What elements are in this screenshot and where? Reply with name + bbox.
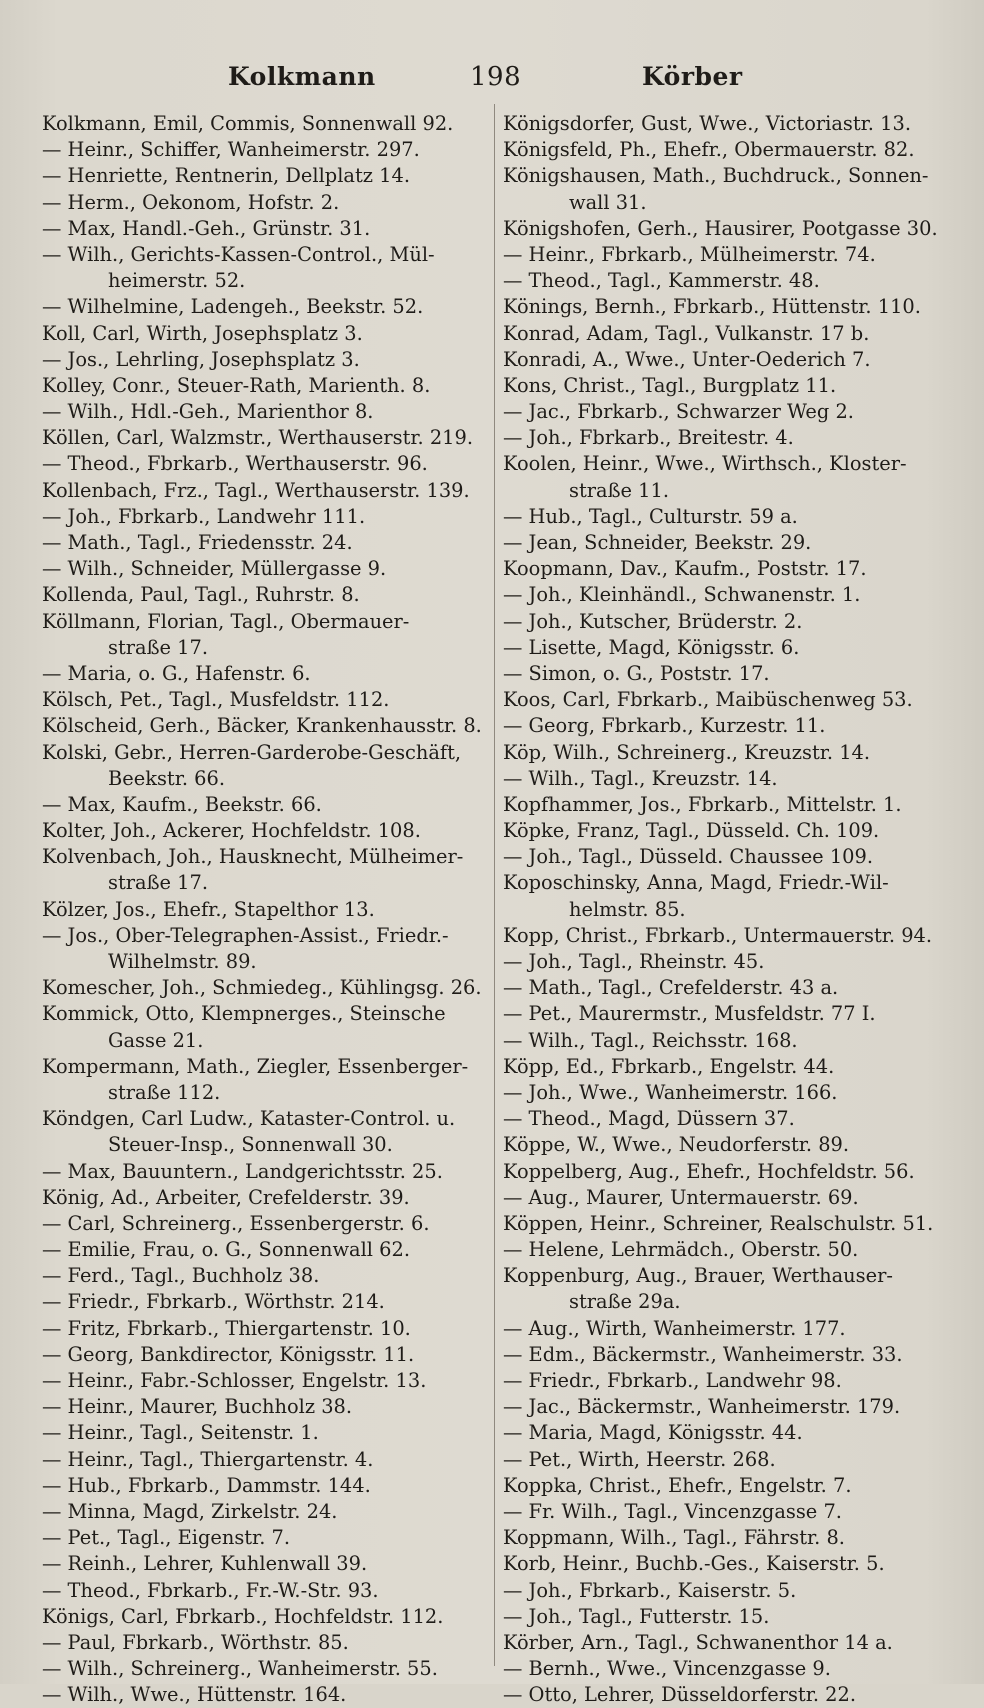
directory-entry: — Jos., Ober-Telegraphen-Assist., Friedr.- [42,923,449,947]
directory-entry: Köllen, Carl, Walzmstr., Werthauserstr. 219. [42,426,474,450]
column-divider [494,104,495,1666]
directory-entry: Köppen, Heinr., Schreiner, Realschulstr. 51. [503,1211,934,1235]
directory-entry: — Wilhelmine, Ladengeh., Beekstr. 52. [42,295,424,319]
directory-entry: — Joh., Fbrkarb., Landwehr 111. [42,504,366,528]
entry-continuation: heimerstr. 52. [108,269,246,293]
directory-entry: — Herm., Oekonom, Hofstr. 2. [42,190,340,214]
directory-entry: Kollenbach, Frz., Tagl., Werthauserstr. 139. [42,478,470,502]
directory-entry: Komescher, Joh., Schmiedeg., Kühlingsg. 26. [42,976,482,1000]
directory-entry: — Otto, Lehrer, Düsseldorferstr. 22. [503,1683,857,1707]
directory-entry: — Edm., Bäckermstr., Wanheimerstr. 33. [503,1342,903,1366]
directory-entry: — Joh., Fbrkarb., Kaiserstr. 5. [503,1578,797,1602]
directory-entry: — Bernh., Wwe., Vincenzgasse 9. [503,1657,831,1681]
directory-entry: — Heinr., Fabr.-Schlosser, Engelstr. 13. [42,1369,427,1392]
directory-entry: — Wilh., Wwe., Hüttenstr. 164. [42,1683,347,1707]
directory-entry: — Henriette, Rentnerin, Dellplatz 14. [42,164,410,188]
directory-entry: — Heinr., Tagl., Thiergartenstr. 4. [42,1447,374,1471]
directory-entry: — Georg, Bankdirector, Königsstr. 11. [42,1342,415,1366]
directory-entry: — Wilh., Schreinerg., Wanheimerstr. 55. [42,1657,438,1681]
directory-entry: — Friedr., Fbrkarb., Landwehr 98. [503,1369,842,1392]
directory-entry: Kons, Christ., Tagl., Burgplatz 11. [503,373,837,397]
directory-entry: — Lisette, Magd, Königsstr. 6. [503,635,800,659]
directory-entry: — Wilh., Tagl., Kreuzstr. 14. [503,766,778,790]
directory-entry: — Theod., Fbrkarb., Werthauserstr. 96. [42,452,428,476]
entry-continuation: Beekstr. 66. [108,766,225,790]
directory-entry: — Joh., Tagl., Futterstr. 15. [503,1604,770,1628]
directory-entry: Kolkmann, Emil, Commis, Sonnenwall 92. [42,112,454,135]
directory-entry: Konrad, Adam, Tagl., Vulkanstr. 17 b. [503,321,870,345]
directory-entry: — Wilh., Hdl.-Geh., Marienthor 8. [42,400,374,424]
directory-entry: — Heinr., Fbrkarb., Mülheimerstr. 74. [503,242,876,266]
directory-entry: Kölzer, Jos., Ehefr., Stapelthor 13. [42,897,375,921]
directory-entry: Koll, Carl, Wirth, Josephsplatz 3. [42,321,363,345]
directory-entry: Köndgen, Carl Ludw., Kataster-Control. u. [42,1107,456,1131]
directory-entry: — Aug., Maurer, Untermauerstr. 69. [503,1185,859,1209]
directory-entry: Kommick, Otto, Klempnerges., Steinsche [42,1002,446,1026]
page-number: 198 [470,62,522,92]
directory-entry: Kollenda, Paul, Tagl., Ruhrstr. 8. [42,583,360,607]
directory-entry: Könings, Bernh., Fbrkarb., Hüttenstr. 110. [503,295,921,319]
entry-continuation: helmstr. 85. [569,897,686,921]
directory-entry: Köppe, W., Wwe., Neudorferstr. 89. [503,1133,850,1157]
directory-entry: Kolley, Conr., Steuer-Rath, Marienth. 8. [42,373,431,397]
directory-entry: — Jos., Lehrling, Josephsplatz 3. [42,347,360,371]
entry-continuation: straße 29a. [569,1290,681,1314]
directory-entry: — Emilie, Frau, o. G., Sonnenwall 62. [42,1238,411,1262]
directory-entry: Koppmann, Wilh., Tagl., Fährstr. 8. [503,1526,845,1550]
directory-entry: — Aug., Wirth, Wanheimerstr. 177. [503,1316,846,1340]
directory-entry: — Georg, Fbrkarb., Kurzestr. 11. [503,714,826,738]
directory-entry: Königs, Carl, Fbrkarb., Hochfeldstr. 112. [42,1604,444,1628]
directory-entry: Koppelberg, Aug., Ehefr., Hochfeldstr. 56. [503,1159,915,1183]
directory-entry: Königshofen, Gerh., Hausirer, Pootgasse 30. [503,216,938,240]
entry-continuation: wall 31. [569,190,647,214]
directory-entry: Köpke, Franz, Tagl., Düsseld. Ch. 109. [503,819,880,843]
entry-continuation: straße 11. [569,478,670,502]
directory-entry: Koppka, Christ., Ehefr., Engelstr. 7. [503,1473,852,1497]
directory-entry: — Heinr., Maurer, Buchholz 38. [42,1395,353,1419]
directory-entry: — Heinr., Schiffer, Wanheimerstr. 297. [42,138,420,162]
directory-entry: — Pet., Wirth, Heerstr. 268. [503,1447,776,1471]
directory-entry: — Max, Handl.-Geh., Grünstr. 31. [42,216,371,240]
header-left-keyword: Kolkmann [228,62,376,91]
directory-entry: — Minna, Magd, Zirkelstr. 24. [42,1499,338,1523]
directory-entry: Kopfhammer, Jos., Fbrkarb., Mittelstr. 1. [503,792,902,816]
directory-entry: — Fritz, Fbrkarb., Thiergartenstr. 10. [42,1316,411,1340]
directory-entry: Kölscheid, Gerh., Bäcker, Krankenhausstr. 8. [42,714,482,738]
directory-entry: — Joh., Wwe., Wanheimerstr. 166. [503,1080,838,1104]
directory-entry: Königsfeld, Ph., Ehefr., Obermauerstr. 82. [503,138,915,162]
directory-entry: Koolen, Heinr., Wwe., Wirthsch., Kloster- [503,452,907,476]
entry-continuation: straße 112. [108,1080,221,1104]
directory-entry: König, Ad., Arbeiter, Crefelderstr. 39. [42,1185,410,1209]
directory-entry: — Friedr., Fbrkarb., Wörthstr. 214. [42,1290,385,1314]
directory-entry: — Ferd., Tagl., Buchholz 38. [42,1264,320,1288]
directory-entry: Konradi, A., Wwe., Unter-Oederich 7. [503,347,871,371]
entry-continuation: Gasse 21. [108,1028,204,1052]
directory-entry: — Joh., Fbrkarb., Breitestr. 4. [503,426,794,450]
entry-continuation: Steuer-Insp., Sonnenwall 30. [108,1133,393,1157]
directory-entry: Kolvenbach, Joh., Hausknecht, Mülheimer- [42,845,464,869]
directory-entry: Korb, Heinr., Buchb.-Ges., Kaiserstr. 5. [503,1552,885,1576]
directory-entry: Kompermann, Math., Ziegler, Essenberger- [42,1054,469,1078]
directory-entry: Köpp, Ed., Fbrkarb., Engelstr. 44. [503,1054,835,1078]
directory-entry: — Theod., Magd, Düssern 37. [503,1107,795,1131]
directory-entry: Königsdorfer, Gust, Wwe., Victoriastr. 13. [503,112,911,135]
directory-entry: — Reinh., Lehrer, Kuhlenwall 39. [42,1552,368,1576]
directory-entry: — Pet., Maurermstr., Musfeldstr. 77 I. [503,1002,876,1026]
entry-continuation: straße 17. [108,871,209,895]
directory-entry: Koos, Carl, Fbrkarb., Maibüschenweg 53. [503,688,913,712]
directory-entry: — Hub., Tagl., Culturstr. 59 a. [503,504,798,528]
directory-entry: Kölsch, Pet., Tagl., Musfeldstr. 112. [42,688,390,712]
directory-entry: — Max, Kaufm., Beekstr. 66. [42,792,322,816]
directory-entry: — Heinr., Tagl., Seitenstr. 1. [42,1421,319,1445]
directory-entry: — Pet., Tagl., Eigenstr. 7. [42,1526,291,1550]
directory-entry: — Paul, Fbrkarb., Wörthstr. 85. [42,1630,349,1654]
directory-entry: — Wilh., Gerichts-Kassen-Control., Mül- [42,242,435,266]
directory-entry: — Joh., Kutscher, Brüderstr. 2. [503,609,803,633]
entry-continuation: straße 17. [108,635,209,659]
directory-entry: Königshausen, Math., Buchdruck., Sonnen- [503,164,929,188]
directory-entry: Kolski, Gebr., Herren-Garderobe-Geschäft, [42,740,462,764]
directory-entry: — Maria, Magd, Königsstr. 44. [503,1421,803,1445]
directory-entry: Körber, Arn., Tagl., Schwanenthor 14 a. [503,1630,893,1654]
directory-entry: — Maria, o. G., Hafenstr. 6. [42,661,311,685]
directory-entry: — Simon, o. G., Poststr. 17. [503,661,770,685]
directory-entry: — Wilh., Tagl., Reichsstr. 168. [503,1028,798,1052]
right-column [503,111,941,1708]
entry-continuation: Wilhelmstr. 89. [108,950,257,973]
directory-entry: — Joh., Tagl., Düsseld. Chaussee 109. [503,845,873,869]
directory-entry: Köp, Wilh., Schreinerg., Kreuzstr. 14. [503,740,871,764]
directory-entry: — Math., Tagl., Crefelderstr. 43 a. [503,976,839,1000]
directory-entry: Koppenburg, Aug., Brauer, Werthauser- [503,1264,893,1288]
directory-entry: — Hub., Fbrkarb., Dammstr. 144. [42,1473,371,1497]
directory-entry: — Jac., Bäckermstr., Wanheimerstr. 179. [503,1395,901,1419]
directory-entry: — Carl, Schreinerg., Essenbergerstr. 6. [42,1211,430,1235]
directory-entry: — Fr. Wilh., Tagl., Vincenzgasse 7. [503,1499,842,1523]
page-header [0,62,984,102]
directory-entry: — Joh., Tagl., Rheinstr. 45. [503,950,765,973]
directory-entry: Kolter, Joh., Ackerer, Hochfeldstr. 108. [42,819,421,843]
directory-entry: — Jac., Fbrkarb., Schwarzer Weg 2. [503,400,854,424]
directory-entry: Köllmann, Florian, Tagl., Obermauer- [42,609,410,633]
directory-entry: — Theod., Fbrkarb., Fr.-W.-Str. 93. [42,1578,379,1602]
directory-entry: Koopmann, Dav., Kaufm., Poststr. 17. [503,557,867,581]
directory-entry: Koposchinsky, Anna, Magd, Friedr.-Wil- [503,871,889,895]
header-right-keyword: Körber [642,62,743,91]
directory-entry: — Theod., Tagl., Kammerstr. 48. [503,269,820,293]
directory-entry: — Wilh., Schneider, Müllergasse 9. [42,557,387,581]
directory-entry: Kopp, Christ., Fbrkarb., Untermauerstr. 94. [503,923,933,947]
left-column [42,111,482,1708]
directory-entry: — Jean, Schneider, Beekstr. 29. [503,531,812,554]
directory-entry: — Math., Tagl., Friedensstr. 24. [42,531,353,554]
directory-entry: — Max, Bauuntern., Landgerichtsstr. 25. [42,1159,443,1183]
directory-entry: — Helene, Lehrmädch., Oberstr. 50. [503,1238,859,1262]
directory-entry: — Joh., Kleinhändl., Schwanenstr. 1. [503,583,861,607]
